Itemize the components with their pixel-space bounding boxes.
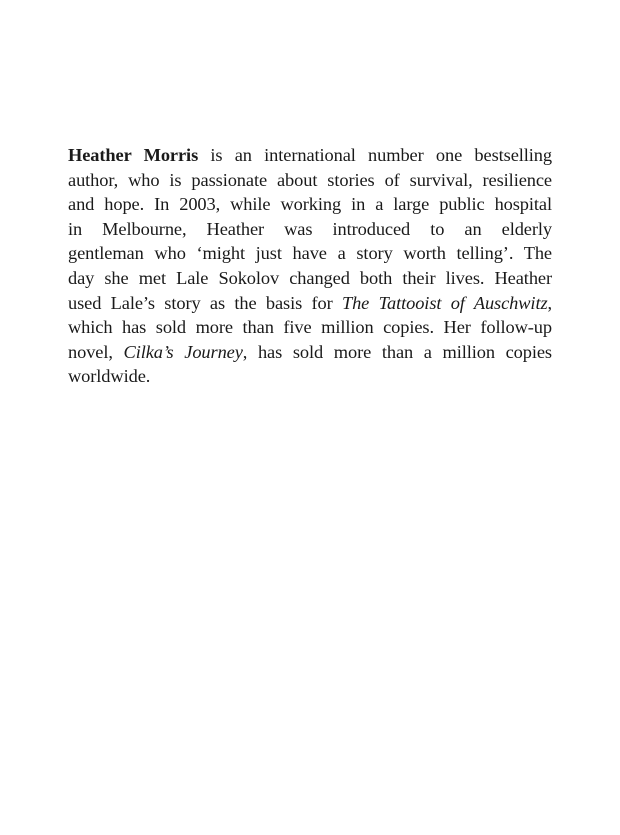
author-name: Heather Morris [68, 145, 199, 165]
book-title-tattooist: The Tattooist of Auschwitz [341, 292, 548, 313]
bio-text: gentleman who ‘might just have a story worth telling’. The [68, 243, 552, 264]
bio-text: worldwide. [68, 366, 151, 387]
book-title-cilkas-journey: Cilka’s Journey [123, 341, 243, 362]
bio-line-3 [68, 192, 552, 217]
bio-text: used Lale’s story as the basis for [68, 292, 342, 313]
author-bio-paragraph [68, 143, 552, 389]
bio-text: , [547, 292, 553, 313]
bio-line-7 [68, 291, 552, 316]
bio-line-4 [68, 217, 552, 242]
bio-text: novel, [68, 341, 124, 362]
bio-text: , has sold more than a million copies [242, 341, 552, 362]
bio-line-10 [68, 364, 552, 389]
bio-text: is an international number one bestselling [198, 145, 552, 165]
bio-text: in Melbourne, Heather was introduced to an elderly [68, 218, 552, 239]
bio-line-9 [68, 340, 552, 365]
bio-text: and hope. In 2003, while working in a large public hospital [68, 194, 552, 215]
bio-line-2 [68, 168, 552, 193]
bio-line-5 [68, 241, 552, 266]
bio-text: which has sold more than five million copies. Her follow-up [68, 317, 552, 338]
bio-text: author, who is passionate about stories of survival, resilience [68, 169, 552, 190]
bio-line-1 [68, 143, 552, 168]
bio-line-8 [68, 315, 552, 340]
bio-line-6 [68, 266, 552, 291]
bio-text: day she met Lale Sokolov changed both their lives. Heather [68, 267, 552, 288]
